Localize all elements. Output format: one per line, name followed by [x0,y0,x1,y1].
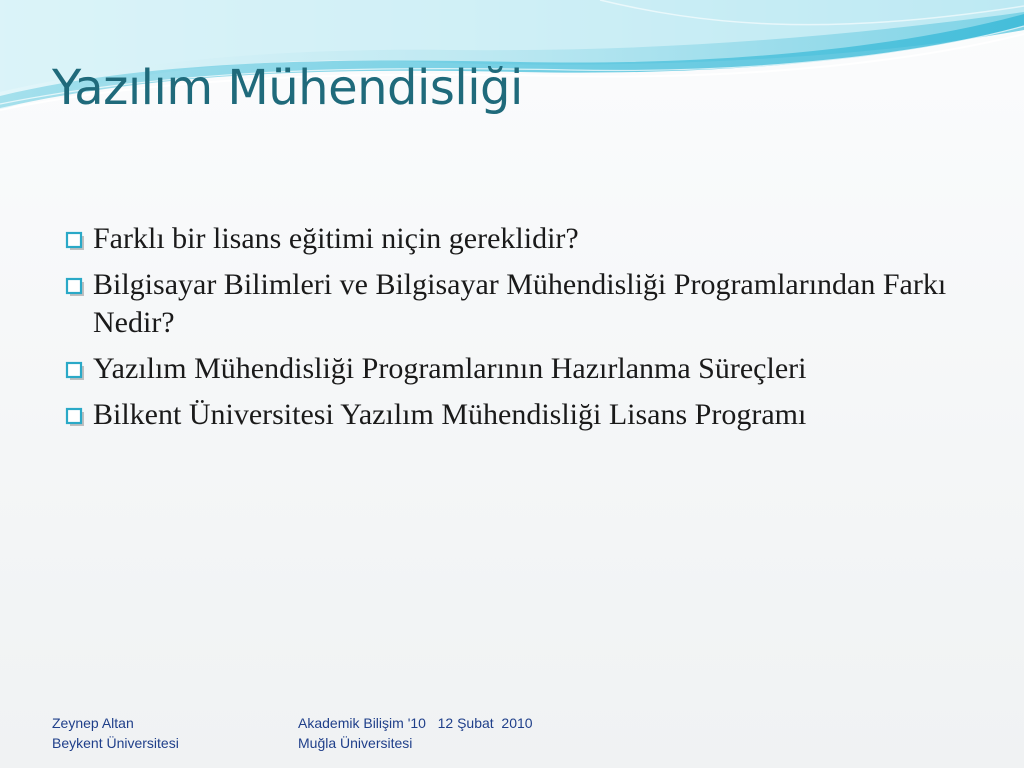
bullet-item [62,266,964,342]
footer-author-name: Zeynep Altan [52,715,134,731]
hollow-square-checkbox-icon [64,406,86,428]
bullet-text: Yazılım Mühendisliği Programlarının Hazırlanma Süreçleri [93,352,807,385]
bullet-item [62,350,964,388]
bullet-item [62,396,964,434]
bullet-text: Bilkent Üniversitesi Yazılım Mühendisliği Lisans Programı [93,398,807,431]
footer-event-venue: Muğla Üniversitesi [298,735,413,751]
hollow-square-checkbox-icon [64,230,86,252]
bullet-text: Farklı bir lisans eğitimi niçin gereklidir? [93,222,579,255]
hollow-square-checkbox-icon [64,360,86,382]
bullet-text: Bilgisayar Bilimleri ve Bilgisayar Mühendisliği Programlarından Farkı Nedir? [93,268,947,339]
hollow-square-checkbox-icon [64,276,86,298]
footer-author [52,713,179,753]
footer-author-affiliation: Beykent Üniversitesi [52,735,179,751]
footer-event [298,713,533,753]
footer-event-name-date: Akademik Bilişim '10 12 Şubat 2010 [298,715,533,731]
bullet-list [62,220,964,442]
slide-title: Yazılım Mühendisliği [52,60,523,116]
bullet-item [62,220,964,258]
